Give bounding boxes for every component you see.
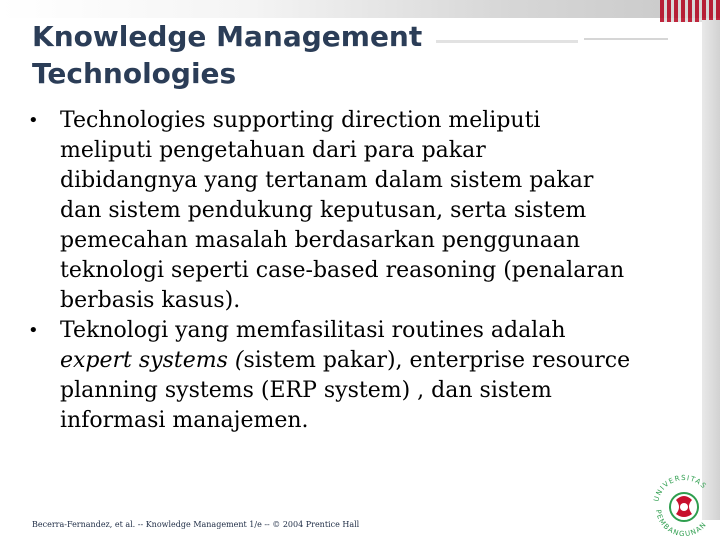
bullet-1-line-1: Technologies supporting direction meliputi: [60, 108, 541, 133]
bullet-1-line-6: teknologi seperti case-based reasoning (penalaran: [60, 258, 625, 283]
bullet-icon: •: [28, 320, 39, 341]
bullet-item-2: [20, 316, 710, 436]
bullet-2-line-2-rest: sistem pakar), enterprise resource: [243, 348, 631, 373]
title-line-1: Knowledge Management: [32, 20, 423, 53]
logo-arc-bottom-text: PEMBANGUNAN: [653, 509, 709, 539]
bullet-1-line-3: dibidangnya yang tertanam dalam sistem pakar: [60, 168, 594, 193]
top-stripes-decoration: [660, 0, 720, 22]
bullet-icon: •: [28, 110, 39, 131]
bullet-2-line-1: Teknologi yang memfasilitasi routines adalah: [60, 318, 566, 343]
bullet-1-line-5: pemecahan masalah berdasarkan penggunaan: [60, 228, 581, 253]
slide-body: [20, 106, 710, 436]
bullet-2-line-3: planning systems (ERP system) , dan sistem: [60, 378, 552, 403]
bullet-1-line-4: dan sistem pendukung keputusan, serta sistem: [60, 198, 587, 223]
university-seal-icon: [646, 462, 720, 540]
bullet-1-line-7: berbasis kasus).: [60, 288, 241, 313]
footer-citation: Becerra-Fernandez, et al. -- Knowledge Management 1/e -- © 2004 Prentice Hall: [32, 520, 360, 529]
bullet-1-line-2: meliputi pengetahuan dari para pakar: [60, 138, 486, 163]
top-band-decoration: [0, 0, 720, 18]
title-line-2: Technologies: [32, 57, 237, 90]
bullet-item-1: [20, 106, 710, 316]
title-rule-line: [436, 40, 578, 43]
bullet-2-line-4: informasi manajemen.: [60, 408, 309, 433]
bullet-2-line-2: [60, 346, 710, 376]
slide-title: [32, 18, 452, 92]
bullet-2-italic-term: expert systems (: [60, 348, 244, 373]
logo-arc-top-text: UNIVERSITAS: [652, 473, 709, 503]
title-rule-line-short: [584, 38, 668, 40]
